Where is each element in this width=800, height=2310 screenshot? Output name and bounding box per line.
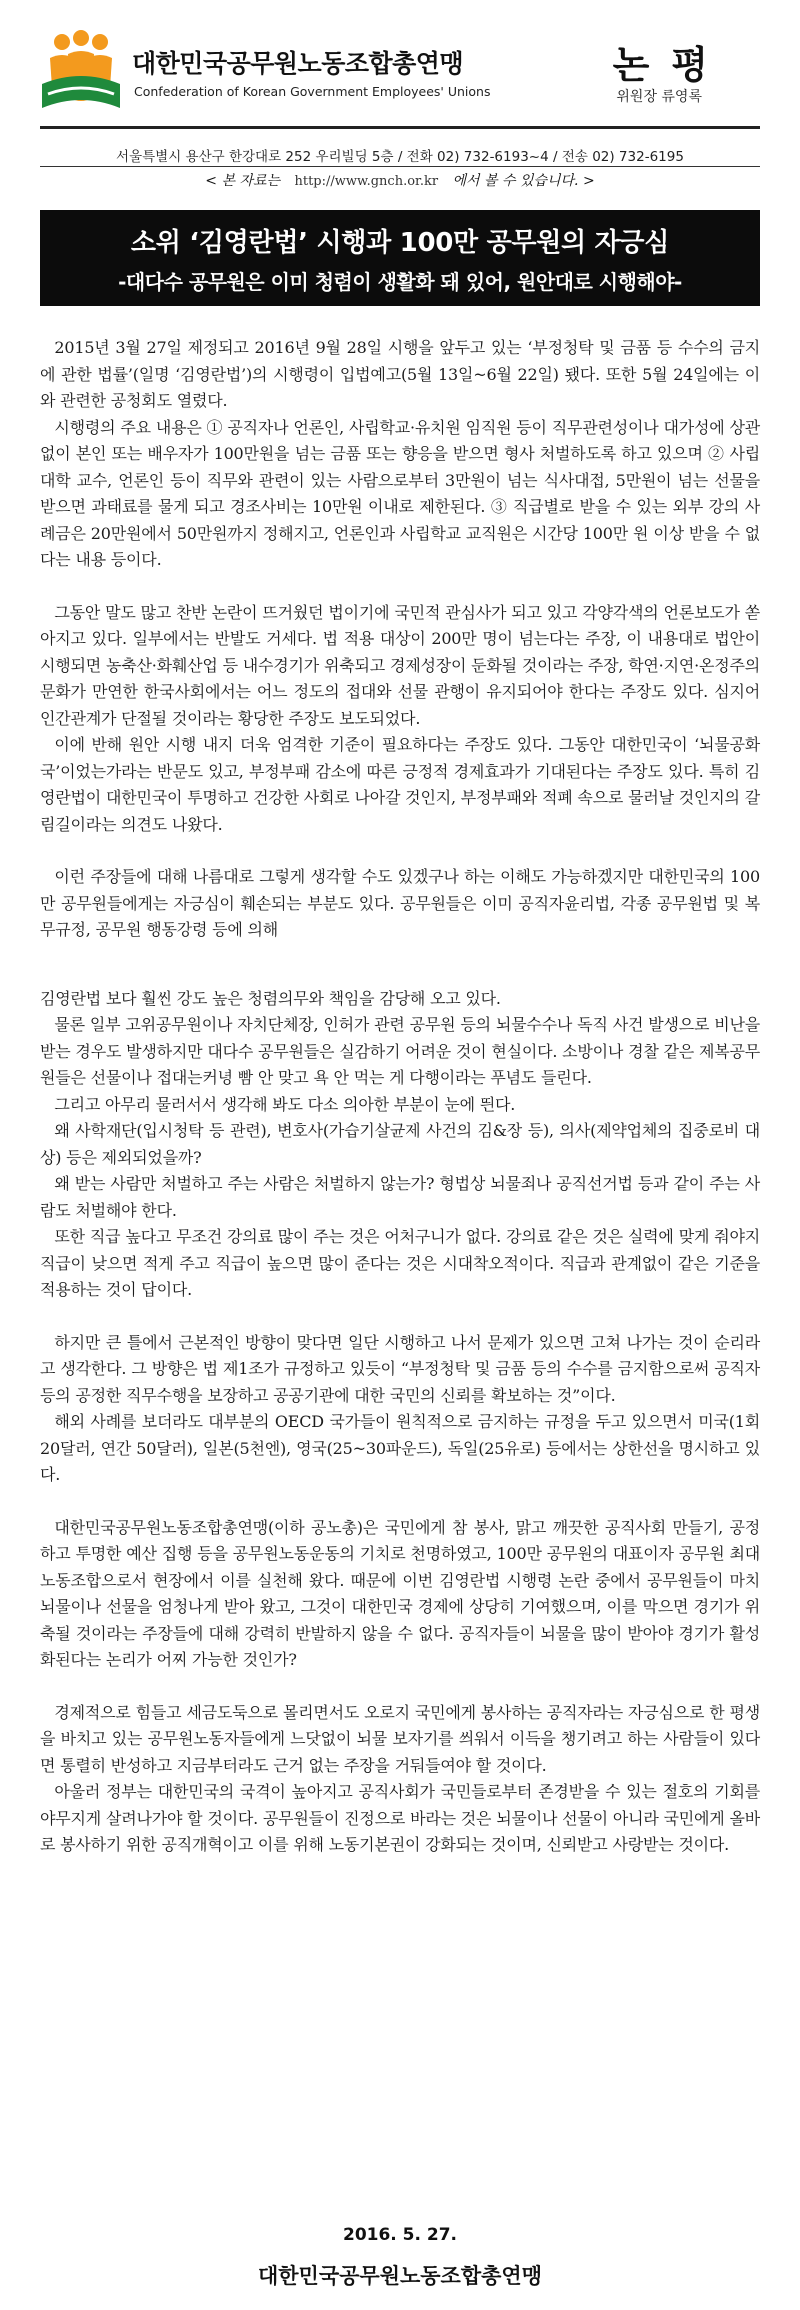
union-logo-icon bbox=[40, 28, 122, 114]
contact-divider bbox=[40, 166, 760, 167]
signoff-organization: 대한민국공무원노동조합총연맹 bbox=[257, 2264, 542, 2288]
body-paragraph: 물론 일부 고위공무원이나 자치단체장, 인허가 관련 공무원 등의 뇌물수수나 독직 사건 발생으로 비난을 받는 경우도 발생하지만 대다수 공무원들은 실감하기 어려운 것이 현실이다. 소방이나 경찰 같은 제복공무원들은 선물이나 접대는커녕 빰 안 맞고 욕 안 먹는 게 다행이라는 푸념도 들린다. bbox=[40, 1015, 760, 1087]
document-title: 소위 ‘김영란법’ 시행과 100만 공무원의 자긍심 bbox=[130, 228, 670, 258]
body-paragraph: 그리고 아무리 물러서서 생각해 봐도 다소 의아한 부분이 눈에 띈다. bbox=[54, 1094, 516, 1114]
body-paragraph: 아울러 정부는 대한민국의 국격이 높아지고 공직사회가 국민들로부터 존경받을 수 있는 절호의 기회를 야무지게 살려나가야 할 것이다. 공무원들이 진정으로 바라는 것은 뇌물이나 선물이 아니라 국민에게 올바로 봉사하기 위한 공직개혁이고 이를 위해 노동기본권이 강화되는 것이며, 신뢰받고 사랑받는 것이다. bbox=[40, 1782, 760, 1854]
body-paragraph: 해외 사례를 보더라도 대부분의 OECD 국가들이 원칙적으로 금지하는 규정을 두고 있으면서 미국(1회 20달러, 연간 50달러), 일본(5천엔), 영국(25~30파운드), 독일(25유로) 등에서는 상한선을 명시하고 있다. bbox=[40, 1412, 760, 1484]
body-paragraph: 이에 반해 원안 시행 내지 더욱 엄격한 기준이 필요하다는 주장도 있다. 그동안 대한민국이 ‘뇌물공화국’이었는가라는 반문도 있고, 부정부패 감소에 따른 긍정적 경제효과가 기대된다는 주장도 있다. 특히 김영란법이 대한민국이 투명하고 건강한 사회로 나아갈 것인지, 부정부패와 적폐 속으로 물러날 것인지의 갈림길이라는 의견도 나왔다. bbox=[40, 735, 760, 834]
body-paragraph: 또한 직급 높다고 무조건 강의료 많이 주는 것은 어처구니가 없다. 강의료 같은 것은 실력에 맞게 줘야지 직급이 낮으면 적게 주고 직급이 높으면 많이 준다는 것은 시대착오적이다. 직급과 관계없이 같은 기준을 적용하는 것이 답이다. bbox=[40, 1227, 760, 1299]
contact-info: 서울특별시 용산구 한강대로 252 우리빌딩 5층 / 전화 02) 732-6193~4 / 전송 02) 732-6195 bbox=[116, 149, 684, 165]
org-name-korean: 대한민국공무원노동조합총연맹 bbox=[132, 49, 464, 78]
body-paragraph: 김영란법 보다 훨씬 강도 높은 청렴의무와 책임을 감당해 오고 있다. bbox=[40, 988, 501, 1008]
document-type-label: 논평 bbox=[612, 43, 730, 87]
header-divider bbox=[40, 126, 760, 129]
document-body bbox=[40, 335, 760, 1859]
body-paragraph: 2015년 3월 27일 제정되고 2016년 9월 28일 시행을 앞두고 있는 ‘부정청탁 및 금품 등 수수의 금지에 관한 법률’(일명 ‘김영란법’)의 시행령이 입법예고(5월 13일~6월 22일) 됐다. 또한 5월 24일에는 이와 관련한 공청회도 열렸다. bbox=[40, 338, 760, 410]
website-url-link[interactable]: http://www.gnch.or.kr bbox=[294, 174, 439, 189]
issue-date: 2016. 5. 27. bbox=[342, 2225, 457, 2245]
title-banner bbox=[40, 210, 760, 306]
body-paragraph: 왜 사학재단(입시청탁 등 관련), 변호사(가습기살균제 사건의 김&장 등), 의사(제약업체의 집중로비 대상) 등은 제외되었을까? bbox=[40, 1121, 760, 1167]
body-paragraph: 시행령의 주요 내용은 ① 공직자나 언론인, 사립학교·유치원 임직원 등이 직무관련성이나 대가성에 상관없이 본인 또는 배우자가 100만원을 넘는 금품 또는 향응을 받으면 형사 처벌하도록 하고 있으며 ② 사립대학 교수, 언론인 등이 직무와 관련이 있는 사람으로부터 3만원이 넘는 식사대접, 5만원이 넘는 선물을 받으면 과태료를 물게 되고 경조사비는 10만원 이내로 제한된다. ③ 직급별로 받을 수 있는 외부 강의 사례금은 20만원에서 50만원까지 정해지고, 언론인과 사립학교 교직원은 시간당 100만 원 이상 받을 수 없다는 내용 등이다. bbox=[40, 417, 760, 569]
body-paragraph: 그동안 말도 많고 찬반 논란이 뜨거웠던 법이기에 국민적 관심사가 되고 있고 각양각색의 언론보도가 쏟아지고 있다. 일부에서는 반발도 거세다. 법 적용 대상이 200만 명이 넘는다는 주장, 이 내용대로 법안이 시행되면 농축산·화훼산업 등 내수경기가 위축되고 경제성장이 둔화될 것이라는 주장, 학연·지연·온정주의 문화가 만연한 한국사회에서는 어느 정도의 접대와 선물 관행이 유지되어야 한다는 주장도 있다. 심지어 인간관계가 단절될 것이라는 황당한 주장도 보도되었다. bbox=[40, 602, 760, 728]
website-note-suffix: 에서 볼 수 있습니다. > bbox=[452, 173, 595, 189]
website-note-prefix: < 본 자료는 bbox=[205, 173, 281, 189]
org-name-english: Confederation of Korean Government Employees' Unions bbox=[134, 84, 491, 99]
body-paragraph: 대한민국공무원노동조합총연맹(이하 공노총)은 국민에게 참 봉사, 맑고 깨끗한 공직사회 만들기, 공정하고 투명한 예산 집행 등을 공무원노동운동의 기치로 천명하였고, 100만 공무원의 대표이자 공무원 최대 노동조합으로서 현장에서 이를 실천해 왔다. 때문에 이번 김영란법 시행령 논란 중에서 공무원들이 마치 뇌물이나 선물을 엄청나게 받아 왔고, 그것이 대한민국 경제에 상당히 기여했으며, 이를 막으면 경기가 위축될 것이라는 주장들에 대해 강력히 반발하지 않을 수 없다. 공직자들이 뇌물을 많이 받아야 경기가 활성화된다는 논리가 어찌 가능한 것인가? bbox=[40, 1517, 760, 1669]
body-paragraph: 경제적으로 힘들고 세금도둑으로 몰리면서도 오로지 국민에게 봉사하는 공직자라는 자긍심으로 한 평생을 바치고 있는 공무원노동자들에게 느닷없이 뇌물 보자기를 씌워서 이득을 챙기려고 하는 사람들이 있다면 통렬히 반성하고 지금부터라도 근거 없는 주장을 거둬들여야 할 것이다. bbox=[40, 1702, 760, 1775]
website-note bbox=[40, 170, 760, 190]
body-paragraph: 하지만 큰 틀에서 근본적인 방향이 맞다면 일단 시행하고 나서 문제가 있으면 고쳐 나가는 것이 순리라고 생각한다. 그 방향은 법 제1조가 규정하고 있듯이 “부정청탁 및 금품 등의 수수를 금지함으로써 공직자 등의 공정한 직무수행을 보장하고 공공기관에 대한 국민의 신뢰를 확보하는 것”이다. bbox=[40, 1332, 760, 1405]
body-paragraph: 왜 받는 사람만 처벌하고 주는 사람은 처벌하지 않는가? 형법상 뇌물죄나 공직선거법 등과 같이 주는 사람도 처벌해야 한다. bbox=[40, 1174, 760, 1220]
document-subtitle: -대다수 공무원은 이미 청렴이 생활화 돼 있어, 원안대로 시행해야- bbox=[118, 270, 682, 294]
document-author: 위원장 류영록 bbox=[616, 89, 702, 105]
body-paragraph: 이런 주장들에 대해 나름대로 그렇게 생각할 수도 있겠구나 하는 이해도 가능하겠지만 대한민국의 100만 공무원들에게는 자긍심이 훼손되는 부분도 있다. 공무원들은 이미 공직자윤리법, 각종 공무원법 및 복무규정, 공무원 행동강령 등에 의해 bbox=[40, 867, 761, 939]
letterhead bbox=[40, 28, 760, 124]
